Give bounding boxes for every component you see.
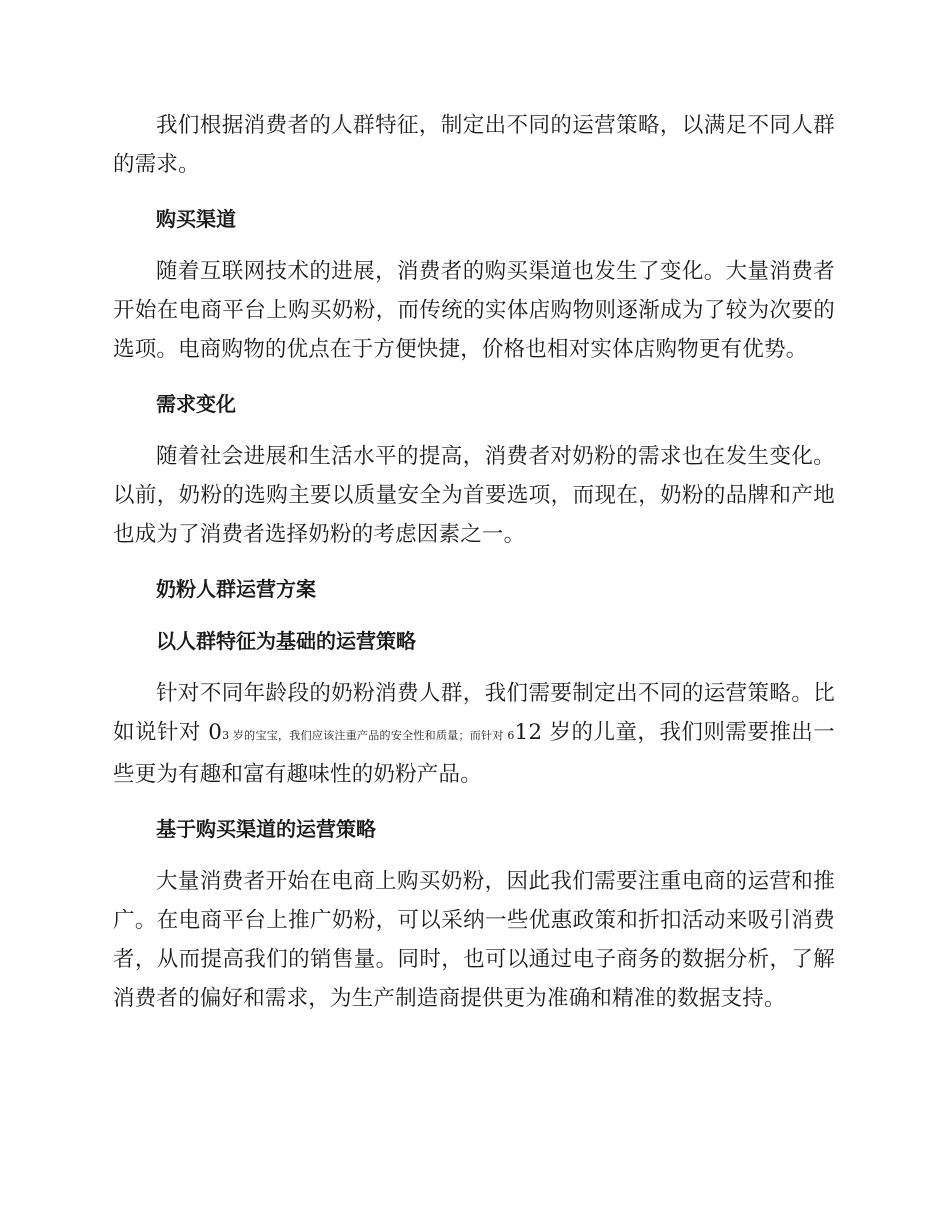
crowd-strategy-text-start: 针对不同年龄段的奶粉消费人群，我们需要制定出不同的运营策略。比如说针对 0: [113, 681, 835, 745]
crowd-strategy-text-end: 12 岁的儿童，我们则需要推出一些更为有趣和富有趣味性的奶粉产品。: [113, 720, 835, 787]
paragraph-channel-strategy: 大量消费者开始在电商上购买奶粉，因此我们需要注重电商的运营和推广。在电商平台上推广奶粉，可以采纳一些优惠政策和折扣活动来吸引消费者，从而提高我们的销售量。同时，也可以通过电子商务的数据分析，了解消费者的偏好和需求，为生产制造商提供更为准确和精准的数据支持。: [113, 869, 835, 1011]
heading-operation-plan: 奶粉人群运营方案: [156, 577, 316, 601]
document-body: [113, 106, 835, 1018]
heading-channel-strategy: 基于购买渠道的运营策略: [156, 817, 376, 841]
heading-crowd-strategy: 以人群特征为基础的运营策略: [156, 629, 416, 653]
paragraph-demand-change: 随着社会进展和生活水平的提高，消费者对奶粉的需求也在发生变化。以前，奶粉的选购主要以质量安全为首要选项，而现在，奶粉的品牌和产地也成为了消费者选择奶粉的考虑因素之一。: [113, 444, 835, 547]
heading-purchase-channel: 购买渠道: [156, 207, 236, 231]
paragraph-purchase-channel: 随着互联网技术的进展，消费者的购买渠道也发生了变化。大量消费者开始在电商平台上购买奶粉，而传统的实体店购物则逐渐成为了较为次要的选项。电商购物的优点在于方便快捷，价格也相对实体店购物更有优势。: [113, 259, 835, 362]
paragraph-crowd-strategy: [113, 674, 835, 794]
heading-demand-change: 需求变化: [156, 392, 236, 416]
paragraph-intro: 我们根据消费者的人群特征，制定出不同的运营策略，以满足不同人群的需求。: [113, 113, 835, 177]
crowd-strategy-small-text: 3 岁的宝宝，我们应该注重产品的安全性和质量；而针对 6: [222, 729, 515, 742]
